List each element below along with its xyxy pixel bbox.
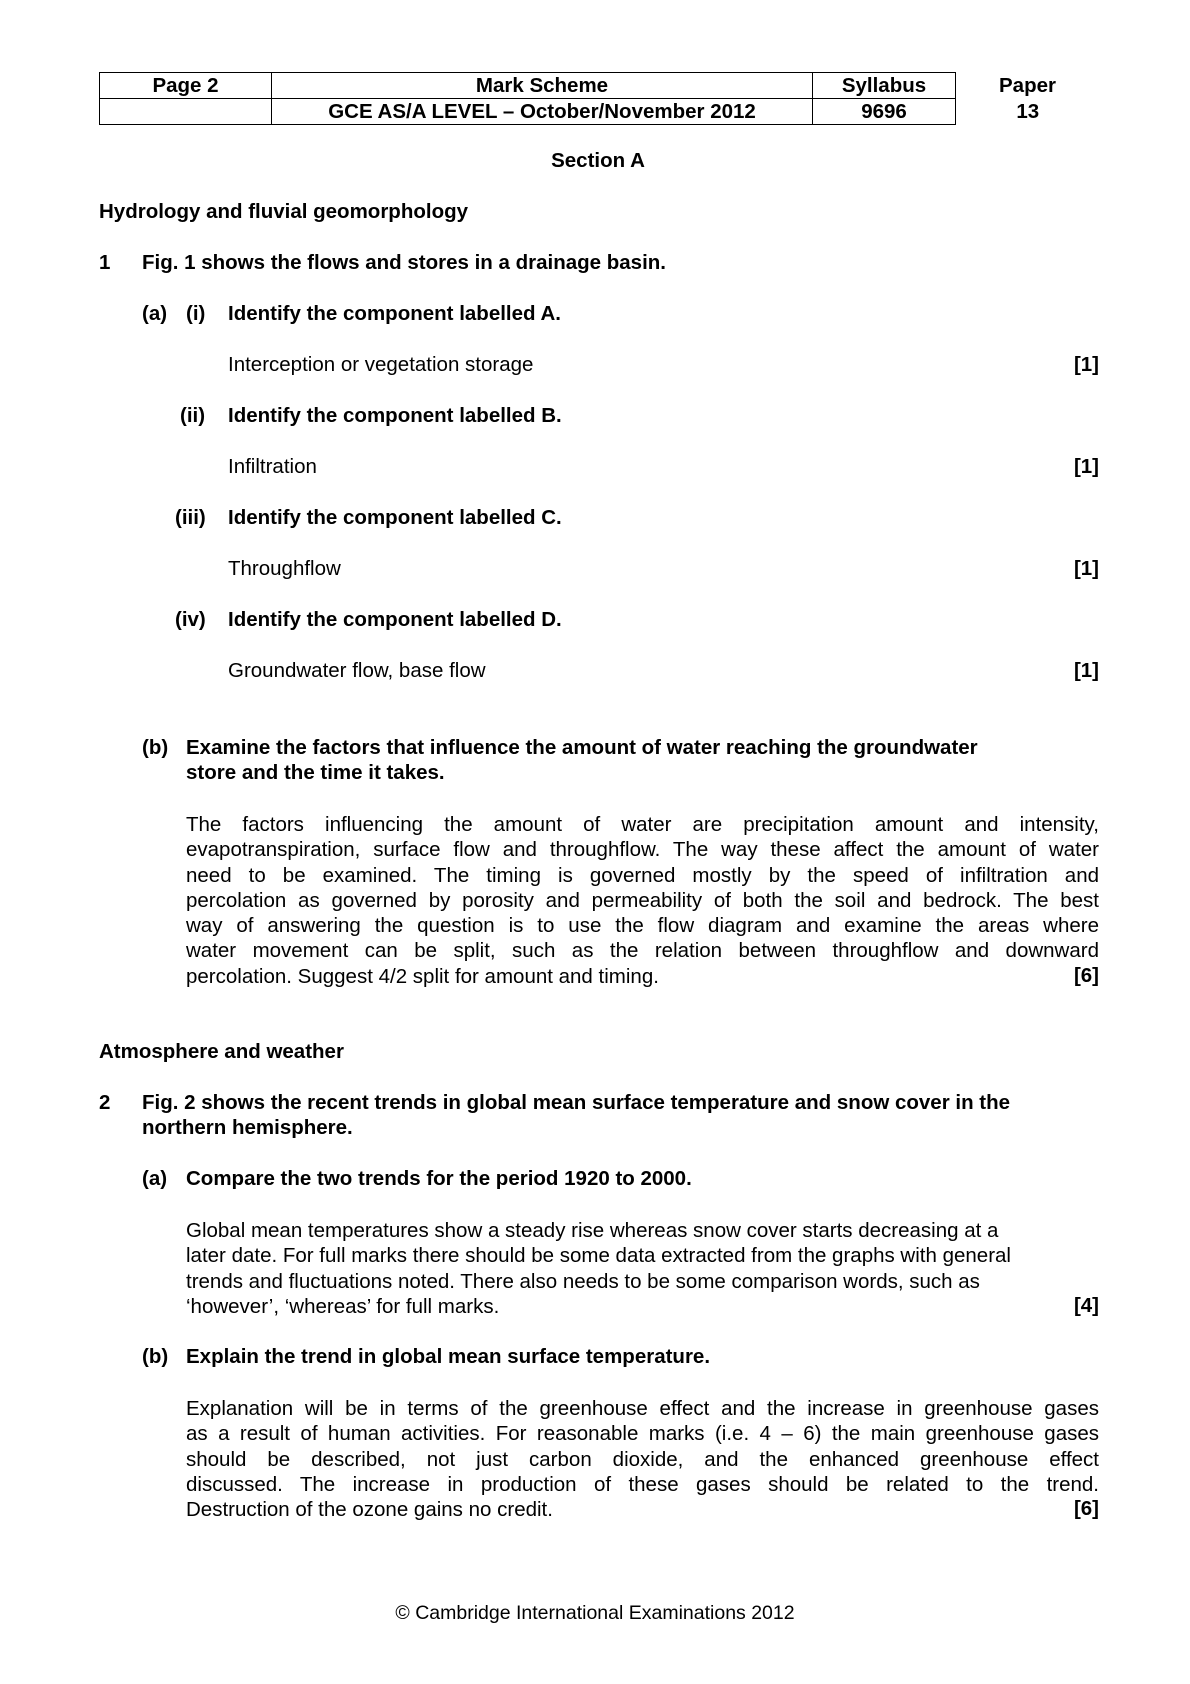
section-title: Section A	[551, 149, 645, 172]
answer-line: discussed. The increase in production of these gases should be related to the trend.	[186, 1472, 1099, 1496]
document-type: Mark Scheme	[272, 73, 813, 99]
answer-line: need to be examined. The timing is governed mostly by the speed of infiltration and	[186, 863, 1099, 887]
paper-label: Paper	[999, 73, 1056, 97]
question-1-number: 1	[99, 251, 111, 274]
exam-title: GCE AS/A LEVEL – October/November 2012	[272, 99, 813, 125]
answer-line: The factors influencing the amount of water are precipitation amount and intensity,	[186, 813, 1099, 836]
q1b-question-line1: Examine the factors that influence the amount of water reaching the groundwater	[186, 736, 978, 759]
q1b-question-line2: store and the time it takes.	[186, 761, 445, 784]
syllabus-label: Syllabus	[813, 73, 956, 99]
q1a-i-mark: [1]	[1073, 353, 1099, 376]
answer-line: water movement can be split, such as the relation between throughflow and downward	[186, 939, 1099, 963]
question-2-stem-line2: northern hemisphere.	[142, 1116, 353, 1139]
answer-line: Explanation will be in terms of the greenhouse effect and the increase in greenhouse gases	[186, 1397, 1099, 1420]
syllabus-code: 9696	[813, 99, 956, 125]
q1a-label: (a)	[142, 302, 168, 325]
q1a-ii-question: Identify the component labelled B.	[228, 404, 562, 427]
q2a-question: Compare the two trends for the period 1920 to 2000.	[186, 1167, 692, 1190]
q1a-iii-mark: [1]	[1073, 557, 1099, 580]
q1b-label: (b)	[142, 736, 169, 759]
paper-number: 13	[1016, 99, 1040, 123]
q2a-mark: [4]	[1073, 1294, 1099, 1317]
q1a-iii-answer: Throughflow	[228, 557, 341, 580]
question-2-stem-line1: Fig. 2 shows the recent trends in global mean surface temperature and snow cover in the	[142, 1091, 1011, 1114]
q1a-iv-label: (iv)	[175, 608, 206, 631]
answer-line: Destruction of the ozone gains no credit.	[186, 1498, 553, 1522]
answer-line: evapotranspiration, surface flow and throughflow. The way these affect the amount of water	[186, 838, 1099, 862]
answer-line: way of answering the question is to use the flow diagram and examine the areas where	[186, 914, 1099, 938]
q2b-question: Explain the trend in global mean surface temperature.	[186, 1345, 711, 1368]
answer-line: should be described, not just carbon dioxide, and the enhanced greenhouse effect	[186, 1447, 1099, 1471]
q1a-i-label: (i)	[186, 302, 206, 325]
q2a-label: (a)	[142, 1167, 168, 1190]
q1a-ii-answer: Infiltration	[228, 455, 317, 478]
answer-line: as a result of human activities. For reasonable marks (i.e. 4 – 6) the main greenhouse gases	[186, 1422, 1099, 1446]
answer-line: later date. For full marks there should be some data extracted from the graphs with general	[186, 1244, 1011, 1268]
topic-heading-atmosphere: Atmosphere and weather	[99, 1040, 344, 1063]
q1b-mark: [6]	[1073, 964, 1099, 987]
topic-heading-hydrology: Hydrology and fluvial geomorphology	[99, 200, 469, 223]
q1a-i-answer: Interception or vegetation storage	[228, 353, 534, 376]
header-table	[99, 72, 1100, 125]
answer-line: percolation as governed by porosity and permeability of both the soil and bedrock. The best	[186, 888, 1099, 912]
q1a-iii-question: Identify the component labelled C.	[228, 506, 562, 529]
q1a-ii-mark: [1]	[1073, 455, 1099, 478]
question-2-number: 2	[99, 1091, 111, 1114]
question-1-stem: Fig. 1 shows the flows and stores in a drainage basin.	[142, 251, 667, 274]
answer-line: Global mean temperatures show a steady rise whereas snow cover starts decreasing at a	[186, 1219, 999, 1242]
q1a-iv-answer: Groundwater flow, base flow	[228, 659, 486, 682]
q1a-ii-label: (ii)	[180, 404, 206, 427]
q2a-answer	[186, 1218, 1099, 1319]
q1a-iv-question: Identify the component labelled D.	[228, 608, 562, 631]
page-number: Page 2	[100, 73, 272, 99]
q1b-answer	[186, 812, 1099, 989]
answer-line: trends and fluctuations noted. There also needs to be some comparison words, such as	[186, 1269, 980, 1293]
q2b-answer	[186, 1396, 1099, 1522]
footer-copyright: © Cambridge International Examinations 2012	[395, 1602, 795, 1624]
q2b-label: (b)	[142, 1345, 169, 1368]
q2b-mark: [6]	[1073, 1497, 1099, 1520]
answer-line: percolation. Suggest 4/2 split for amount and timing.	[186, 964, 659, 988]
q1a-i-question: Identify the component labelled A.	[228, 302, 561, 325]
empty-cell	[100, 99, 272, 125]
q1a-iv-mark: [1]	[1073, 659, 1099, 682]
q1a-iii-label: (iii)	[175, 506, 206, 529]
answer-line: ‘however’, ‘whereas’ for full marks.	[186, 1294, 500, 1318]
